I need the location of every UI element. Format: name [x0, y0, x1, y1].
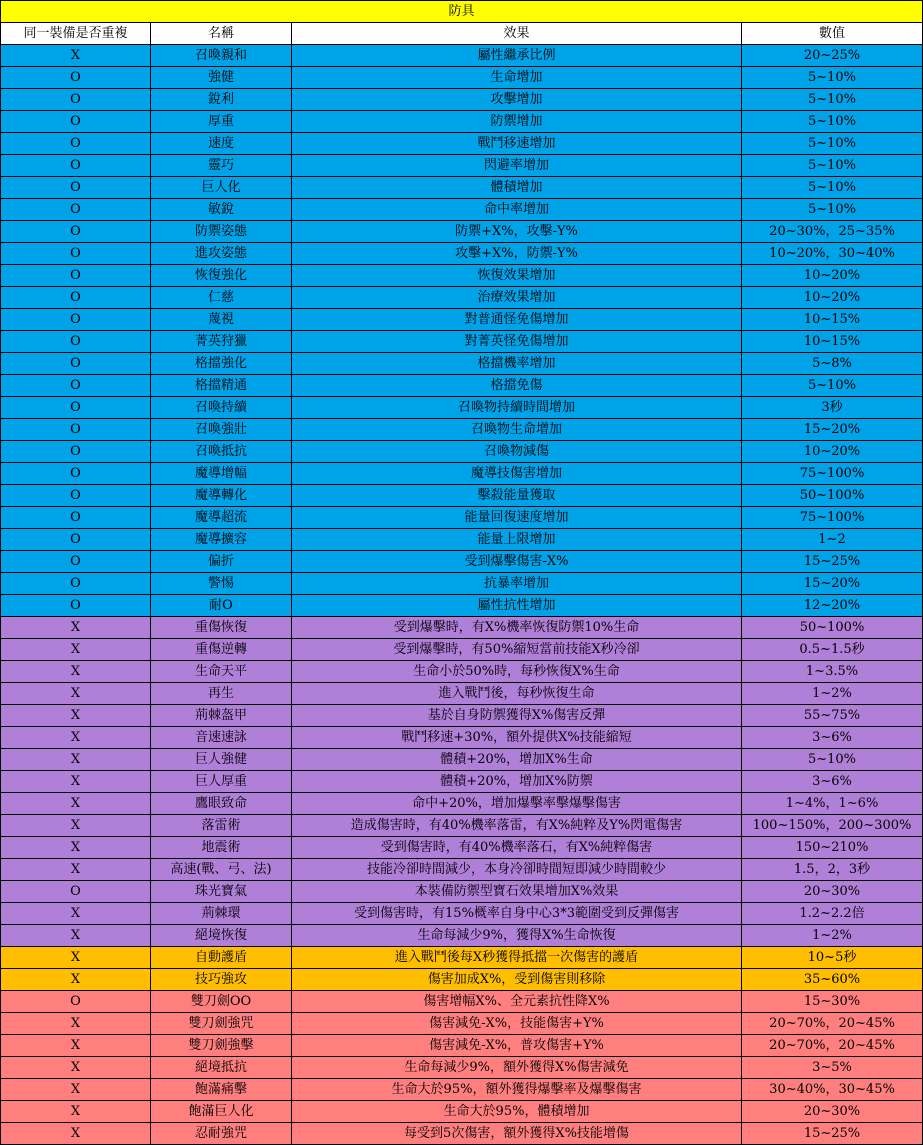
cell-name: 忍耐強咒	[151, 1123, 292, 1145]
cell-effect: 攻擊+X%，防禦-Y%	[292, 243, 742, 265]
cell-name: 警惕	[151, 573, 292, 595]
table-row	[1, 529, 923, 551]
cell-value: 20~30%	[742, 881, 923, 903]
table-row	[1, 331, 923, 353]
cell-value: 1~4%，1~6%	[742, 793, 923, 815]
cell-repeat: O	[1, 199, 151, 221]
cell-effect: 傷害加成X%，受到傷害則移除	[292, 969, 742, 991]
cell-value: 5~10%	[742, 375, 923, 397]
cell-name: 荊棘盔甲	[151, 705, 292, 727]
cell-value: 20~25%	[742, 45, 923, 67]
cell-repeat: O	[1, 309, 151, 331]
table-row	[1, 881, 923, 903]
cell-repeat: O	[1, 441, 151, 463]
cell-value: 3秒	[742, 397, 923, 419]
cell-name: 飽滿痛擊	[151, 1079, 292, 1101]
cell-repeat: O	[1, 331, 151, 353]
cell-name: 高速(戰、弓、法)	[151, 859, 292, 881]
cell-effect: 命中+20%，增加爆擊率擊爆擊傷害	[292, 793, 742, 815]
cell-effect: 傷害減免-X%，普攻傷害+Y%	[292, 1035, 742, 1057]
cell-effect: 生命每減少9%，額外獲得X%傷害減免	[292, 1057, 742, 1079]
cell-repeat: O	[1, 375, 151, 397]
cell-name: 偏折	[151, 551, 292, 573]
table-row	[1, 177, 923, 199]
cell-name: 魔導轉化	[151, 485, 292, 507]
cell-value: 20~30%，25~35%	[742, 221, 923, 243]
cell-effect: 進入戰鬥後每X秒獲得抵擋一次傷害的護盾	[292, 947, 742, 969]
cell-value: 5~10%	[742, 199, 923, 221]
cell-repeat: X	[1, 639, 151, 661]
cell-repeat: X	[1, 749, 151, 771]
cell-name: 魔導增幅	[151, 463, 292, 485]
cell-effect: 受到傷害時，有40%機率落石，有X%純粹傷害	[292, 837, 742, 859]
table-row	[1, 793, 923, 815]
table-row	[1, 595, 923, 617]
cell-name: 絕境抵抗	[151, 1057, 292, 1079]
cell-repeat: O	[1, 353, 151, 375]
cell-value: 75~100%	[742, 463, 923, 485]
cell-name: 荊棘環	[151, 903, 292, 925]
table-row	[1, 1101, 923, 1123]
table-row	[1, 837, 923, 859]
header-name: 名稱	[151, 23, 292, 45]
cell-name: 巨人化	[151, 177, 292, 199]
cell-value: 75~100%	[742, 507, 923, 529]
cell-repeat: X	[1, 45, 151, 67]
cell-effect: 體積+20%，增加X%生命	[292, 749, 742, 771]
cell-effect: 生命每減少9%，獲得X%生命恢復	[292, 925, 742, 947]
cell-effect: 進入戰鬥後，每秒恢復生命	[292, 683, 742, 705]
cell-value: 5~10%	[742, 177, 923, 199]
cell-value: 55~75%	[742, 705, 923, 727]
table-row	[1, 969, 923, 991]
cell-repeat: O	[1, 551, 151, 573]
table-row	[1, 89, 923, 111]
table-row	[1, 441, 923, 463]
cell-name: 耐O	[151, 595, 292, 617]
cell-name: 進攻姿態	[151, 243, 292, 265]
cell-effect: 對普通怪免傷增加	[292, 309, 742, 331]
cell-repeat: O	[1, 111, 151, 133]
cell-value: 3~6%	[742, 727, 923, 749]
cell-name: 敏銳	[151, 199, 292, 221]
table-row	[1, 133, 923, 155]
cell-effect: 傷害減免-X%，技能傷害+Y%	[292, 1013, 742, 1035]
cell-value: 10~20%	[742, 441, 923, 463]
cell-value: 0.5~1.5秒	[742, 639, 923, 661]
cell-name: 音速速詠	[151, 727, 292, 749]
table-row	[1, 771, 923, 793]
cell-value: 10~15%	[742, 309, 923, 331]
table-row	[1, 705, 923, 727]
cell-repeat: X	[1, 1035, 151, 1057]
cell-name: 厚重	[151, 111, 292, 133]
cell-repeat: X	[1, 617, 151, 639]
cell-value: 5~10%	[742, 89, 923, 111]
cell-name: 飽滿巨人化	[151, 1101, 292, 1123]
cell-name: 魔導超流	[151, 507, 292, 529]
table-row	[1, 991, 923, 1013]
cell-name: 巨人厚重	[151, 771, 292, 793]
cell-value: 10~20%	[742, 287, 923, 309]
cell-value: 20~70%，20~45%	[742, 1013, 923, 1035]
cell-name: 格擋精通	[151, 375, 292, 397]
cell-name: 落雷術	[151, 815, 292, 837]
cell-value: 5~8%	[742, 353, 923, 375]
table-row	[1, 661, 923, 683]
cell-name: 魔導擴容	[151, 529, 292, 551]
cell-effect: 每受到5次傷害，額外獲得X%技能增傷	[292, 1123, 742, 1145]
cell-repeat: X	[1, 815, 151, 837]
cell-effect: 治療效果增加	[292, 287, 742, 309]
cell-value: 12~20%	[742, 595, 923, 617]
cell-repeat: X	[1, 925, 151, 947]
cell-name: 雙刀劍OO	[151, 991, 292, 1013]
cell-name: 銳利	[151, 89, 292, 111]
cell-effect: 魔導技傷害增加	[292, 463, 742, 485]
cell-repeat: O	[1, 463, 151, 485]
cell-effect: 抗暴率增加	[292, 573, 742, 595]
cell-name: 菁英狩獵	[151, 331, 292, 353]
table-title: 防具	[1, 1, 923, 23]
cell-effect: 受到爆擊時，有50%縮短當前技能X秒冷卻	[292, 639, 742, 661]
cell-repeat: O	[1, 177, 151, 199]
table-row	[1, 551, 923, 573]
cell-effect: 體積增加	[292, 177, 742, 199]
cell-value: 1~2	[742, 529, 923, 551]
cell-effect: 防禦+X%，攻擊-Y%	[292, 221, 742, 243]
cell-repeat: X	[1, 903, 151, 925]
cell-effect: 對菁英怪免傷增加	[292, 331, 742, 353]
cell-name: 召喚強壯	[151, 419, 292, 441]
table-row	[1, 199, 923, 221]
cell-repeat: O	[1, 529, 151, 551]
cell-name: 仁慈	[151, 287, 292, 309]
table-row	[1, 111, 923, 133]
cell-repeat: X	[1, 1123, 151, 1145]
cell-repeat: O	[1, 881, 151, 903]
cell-effect: 生命大於95%，體積增加	[292, 1101, 742, 1123]
cell-value: 5~10%	[742, 133, 923, 155]
table-row	[1, 683, 923, 705]
cell-value: 50~100%	[742, 617, 923, 639]
table-row	[1, 727, 923, 749]
header-repeat: 同一裝備是否重複	[1, 23, 151, 45]
cell-name: 鷹眼致命	[151, 793, 292, 815]
cell-name: 巨人強健	[151, 749, 292, 771]
table-row	[1, 947, 923, 969]
cell-repeat: O	[1, 287, 151, 309]
cell-value: 100~150%，200~300%	[742, 815, 923, 837]
cell-repeat: O	[1, 89, 151, 111]
cell-effect: 生命小於50%時，每秒恢復X%生命	[292, 661, 742, 683]
cell-value: 15~20%	[742, 573, 923, 595]
cell-effect: 屬性抗性增加	[292, 595, 742, 617]
cell-repeat: O	[1, 397, 151, 419]
cell-value: 15~25%	[742, 1123, 923, 1145]
cell-repeat: O	[1, 573, 151, 595]
cell-name: 再生	[151, 683, 292, 705]
header-effect: 效果	[292, 23, 742, 45]
cell-repeat: X	[1, 727, 151, 749]
table-row	[1, 903, 923, 925]
cell-effect: 技能冷卻時間減少，本身冷卻時間短即減少時間較少	[292, 859, 742, 881]
cell-repeat: O	[1, 133, 151, 155]
cell-repeat: O	[1, 419, 151, 441]
table-row	[1, 859, 923, 881]
cell-effect: 命中率增加	[292, 199, 742, 221]
cell-name: 召喚親和	[151, 45, 292, 67]
cell-value: 3~5%	[742, 1057, 923, 1079]
cell-repeat: X	[1, 837, 151, 859]
cell-repeat: X	[1, 771, 151, 793]
cell-effect: 受到傷害時，有15%概率自身中心3*3範圍受到反彈傷害	[292, 903, 742, 925]
cell-effect: 格擋免傷	[292, 375, 742, 397]
cell-effect: 閃避率增加	[292, 155, 742, 177]
cell-value: 15~25%	[742, 551, 923, 573]
cell-repeat: X	[1, 1101, 151, 1123]
cell-name: 重傷逆轉	[151, 639, 292, 661]
cell-effect: 體積+20%，增加X%防禦	[292, 771, 742, 793]
cell-value: 3~6%	[742, 771, 923, 793]
table-row	[1, 573, 923, 595]
cell-name: 地震術	[151, 837, 292, 859]
cell-effect: 傷害增幅X%、全元素抗性降X%	[292, 991, 742, 1013]
table-row	[1, 749, 923, 771]
cell-effect: 恢復效果增加	[292, 265, 742, 287]
table-row	[1, 485, 923, 507]
header-value: 數值	[742, 23, 923, 45]
table-row	[1, 1123, 923, 1145]
cell-repeat: X	[1, 683, 151, 705]
table-row	[1, 815, 923, 837]
cell-repeat: O	[1, 595, 151, 617]
header-row	[1, 23, 923, 45]
cell-repeat: X	[1, 1057, 151, 1079]
cell-name: 生命天平	[151, 661, 292, 683]
cell-repeat: O	[1, 991, 151, 1013]
cell-value: 15~20%	[742, 419, 923, 441]
cell-value: 20~70%，20~45%	[742, 1035, 923, 1057]
cell-repeat: X	[1, 1079, 151, 1101]
cell-effect: 召喚物持續時間增加	[292, 397, 742, 419]
cell-effect: 造成傷害時，有40%機率落雷，有X%純粹及Y%閃電傷害	[292, 815, 742, 837]
cell-repeat: X	[1, 947, 151, 969]
armor-table-body	[1, 1, 923, 1145]
cell-effect: 生命大於95%，額外獲得爆擊率及爆擊傷害	[292, 1079, 742, 1101]
table-row	[1, 639, 923, 661]
cell-name: 雙刀劍強擊	[151, 1035, 292, 1057]
cell-value: 1~2%	[742, 925, 923, 947]
cell-name: 速度	[151, 133, 292, 155]
cell-name: 雙刀劍強咒	[151, 1013, 292, 1035]
title-row	[1, 1, 923, 23]
table-row	[1, 507, 923, 529]
cell-repeat: X	[1, 705, 151, 727]
cell-name: 召喚抵抗	[151, 441, 292, 463]
table-row	[1, 1035, 923, 1057]
cell-name: 靈巧	[151, 155, 292, 177]
cell-effect: 召喚物減傷	[292, 441, 742, 463]
cell-repeat: O	[1, 155, 151, 177]
cell-effect: 受到爆擊傷害-X%	[292, 551, 742, 573]
cell-repeat: X	[1, 969, 151, 991]
cell-value: 15~30%	[742, 991, 923, 1013]
cell-value: 30~40%，30~45%	[742, 1079, 923, 1101]
cell-effect: 生命增加	[292, 67, 742, 89]
table-row	[1, 353, 923, 375]
table-row	[1, 45, 923, 67]
table-row	[1, 463, 923, 485]
cell-value: 1.2~2.2倍	[742, 903, 923, 925]
cell-effect: 能量上限增加	[292, 529, 742, 551]
cell-effect: 屬性繼承比例	[292, 45, 742, 67]
cell-repeat: X	[1, 1013, 151, 1035]
cell-name: 珠光寶氣	[151, 881, 292, 903]
cell-name: 絕境恢復	[151, 925, 292, 947]
cell-effect: 戰鬥移速增加	[292, 133, 742, 155]
cell-name: 召喚持續	[151, 397, 292, 419]
cell-value: 1.5，2，3秒	[742, 859, 923, 881]
cell-value: 20~30%	[742, 1101, 923, 1123]
cell-repeat: O	[1, 67, 151, 89]
cell-repeat: O	[1, 243, 151, 265]
cell-effect: 格擋機率增加	[292, 353, 742, 375]
cell-value: 35~60%	[742, 969, 923, 991]
cell-value: 1~3.5%	[742, 661, 923, 683]
table-row	[1, 419, 923, 441]
cell-name: 重傷恢復	[151, 617, 292, 639]
table-row	[1, 397, 923, 419]
cell-value: 5~10%	[742, 155, 923, 177]
cell-value: 5~10%	[742, 749, 923, 771]
table-row	[1, 1013, 923, 1035]
cell-repeat: X	[1, 661, 151, 683]
table-row	[1, 925, 923, 947]
cell-repeat: O	[1, 507, 151, 529]
table-row	[1, 309, 923, 331]
cell-repeat: X	[1, 859, 151, 881]
cell-value: 10~20%	[742, 265, 923, 287]
cell-value: 5~10%	[742, 67, 923, 89]
cell-repeat: O	[1, 221, 151, 243]
cell-value: 150~210%	[742, 837, 923, 859]
table-row	[1, 243, 923, 265]
cell-effect: 能量回復速度增加	[292, 507, 742, 529]
cell-repeat: O	[1, 265, 151, 287]
cell-effect: 本裝備防禦型寶石效果增加X%效果	[292, 881, 742, 903]
cell-name: 防禦姿態	[151, 221, 292, 243]
cell-effect: 防禦增加	[292, 111, 742, 133]
cell-repeat: O	[1, 485, 151, 507]
cell-name: 強健	[151, 67, 292, 89]
cell-name: 恢復強化	[151, 265, 292, 287]
cell-value: 5~10%	[742, 111, 923, 133]
table-row	[1, 287, 923, 309]
cell-effect: 受到爆擊時，有X%機率恢復防禦10%生命	[292, 617, 742, 639]
table-row	[1, 617, 923, 639]
cell-name: 蔑視	[151, 309, 292, 331]
cell-value: 1~2%	[742, 683, 923, 705]
cell-value: 10~15%	[742, 331, 923, 353]
table-row	[1, 67, 923, 89]
cell-value: 50~100%	[742, 485, 923, 507]
cell-effect: 擊殺能量獲取	[292, 485, 742, 507]
cell-value: 10~20%，30~40%	[742, 243, 923, 265]
cell-effect: 召喚物生命增加	[292, 419, 742, 441]
cell-effect: 基於自身防禦獲得X%傷害反彈	[292, 705, 742, 727]
cell-value: 10~5秒	[742, 947, 923, 969]
table-row	[1, 221, 923, 243]
cell-effect: 攻擊增加	[292, 89, 742, 111]
cell-repeat: X	[1, 793, 151, 815]
cell-name: 自動護盾	[151, 947, 292, 969]
table-row	[1, 375, 923, 397]
cell-effect: 戰鬥移速+30%，額外提供X%技能縮短	[292, 727, 742, 749]
table-row	[1, 1079, 923, 1101]
table-row	[1, 265, 923, 287]
cell-name: 技巧強攻	[151, 969, 292, 991]
cell-name: 格擋強化	[151, 353, 292, 375]
table-row	[1, 1057, 923, 1079]
table-row	[1, 155, 923, 177]
